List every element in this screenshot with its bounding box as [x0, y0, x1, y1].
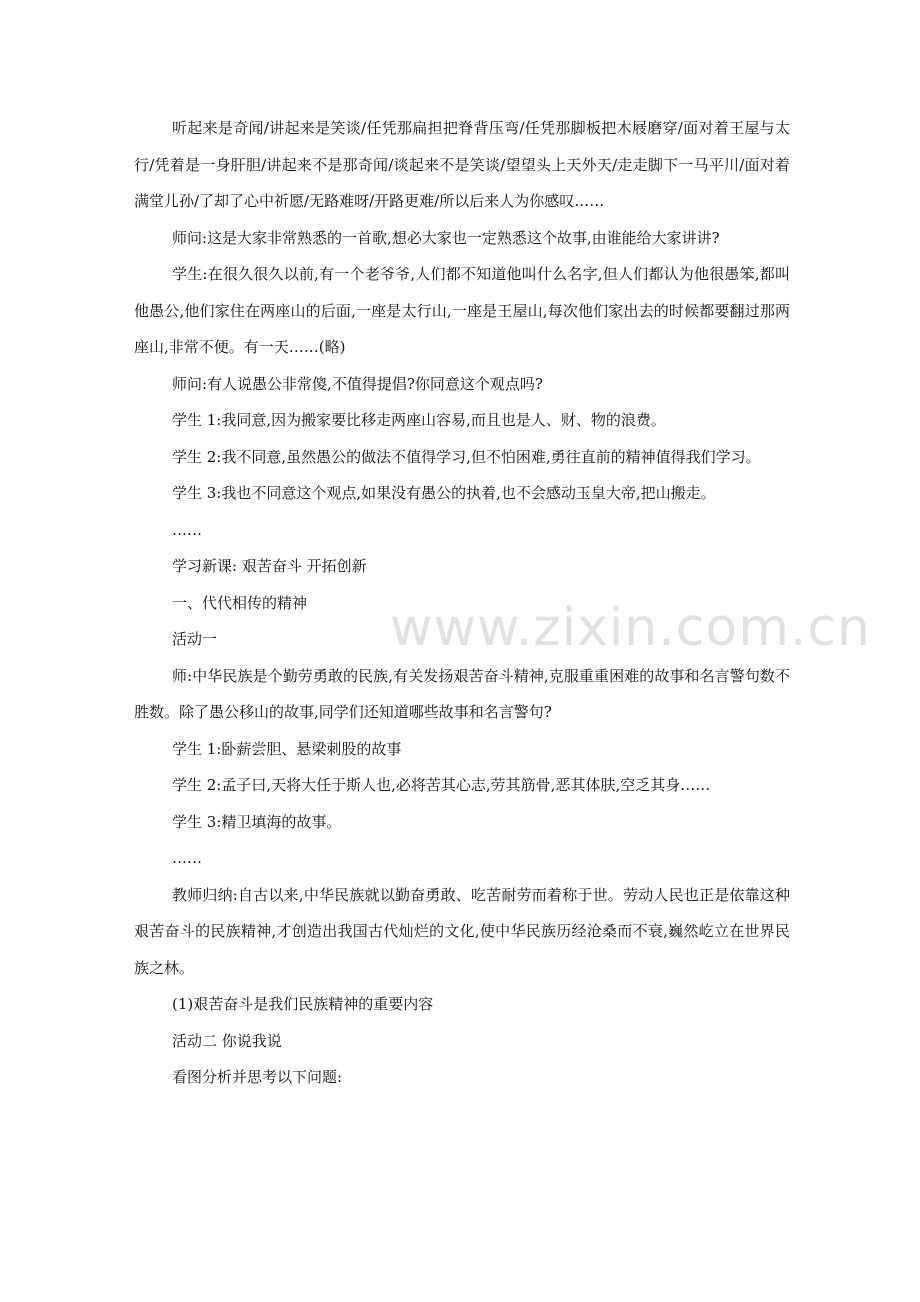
student-answer-paragraph: 学生 1:我同意,因为搬家要比移走两座山容易,而且也是人、财、物的浪费。 — [172, 411, 666, 429]
activity-heading: 活动一 — [172, 630, 218, 648]
point-heading: (1)艰苦奋斗是我们民族精神的重要内容 — [172, 995, 434, 1013]
teacher-question-paragraph: 师问:这是大家非常熟悉的一首歌,想必大家也一定熟悉这个故事,由谁能给大家讲讲? — [172, 228, 720, 247]
student-answer-paragraph: 学生 3:我也不同意这个观点,如果没有愚公的执着,也不会感动玉皇大帝,把山搬走。 — [172, 484, 716, 502]
instruction-paragraph: 看图分析并思考以下问题: — [172, 1068, 343, 1086]
ellipsis-paragraph: …… — [172, 849, 202, 867]
section-heading: 一、代代相传的精神 — [172, 593, 308, 612]
watermark-text: www.zixin.com.cn — [390, 598, 871, 658]
student-answer-paragraph: 学生 1:卧薪尝胆、悬梁刺股的故事 — [172, 739, 402, 758]
teacher-summary-paragraph: 教师归纳:自古以来,中华民族就以勤奋勇敢、吃苦耐劳而着称于世。劳动人民也正是依靠这种艰苦奋斗的民族精神,才创造出我国古代灿烂的文化,使中华民族历经沧桑而不衰,巍然屹立在世界民族之林。 — [134, 885, 790, 977]
student-answer-paragraph: 学生 3:精卫填海的故事。 — [172, 812, 342, 831]
new-lesson-heading: 学习新课: 艰苦奋斗 开拓创新 — [172, 557, 367, 575]
activity-heading: 活动二 你说我说 — [172, 1031, 282, 1050]
song-lyrics-paragraph: 听起来是奇闻/讲起来是笑谈/任凭那扁担把脊背压弯/任凭那脚板把木屐磨穿/面对着王屋与太行/凭着是一身肝胆/讲起来不是那奇闻/谈起来不是笑谈/望望头上天外天/走走脚下一马平川/面对着满堂儿孙/了却了心中祈愿/无路难呀/开路更难/所以后来人为你感叹…… — [134, 119, 790, 210]
document-body — [134, 110, 790, 1096]
student-answer-paragraph: 学生 2:我不同意,虽然愚公的做法不值得学习,但不怕困难,勇往直前的精神值得我们学习。 — [172, 447, 761, 466]
student-story-paragraph: 学生:在很久很久以前,有一个老爷爷,人们都不知道他叫什么名字,但人们都认为他很愚笨,都叫他愚公,他们家住在两座山的后面,一座是太行山,一座是王屋山,每次他们家出去的时候都要翻过那两座山,非常不便。有一天……(略) — [134, 265, 790, 356]
teacher-question-paragraph: 师问:有人说愚公非常傻,不值得提倡?你同意这个观点吗? — [172, 374, 543, 393]
student-answer-paragraph: 学生 2:孟子曰,天将大任于斯人也,必将苦其心志,劳其筋骨,恶其体肤,空乏其身…… — [172, 776, 711, 794]
teacher-prompt-paragraph: 师:中华民族是个勤劳勇敢的民族,有关发扬艰苦奋斗精神,克服重重困难的故事和名言警句数不胜数。除了愚公移山的故事,同学们还知道哪些故事和名言警句? — [134, 666, 790, 721]
ellipsis-paragraph: …… — [172, 520, 202, 539]
